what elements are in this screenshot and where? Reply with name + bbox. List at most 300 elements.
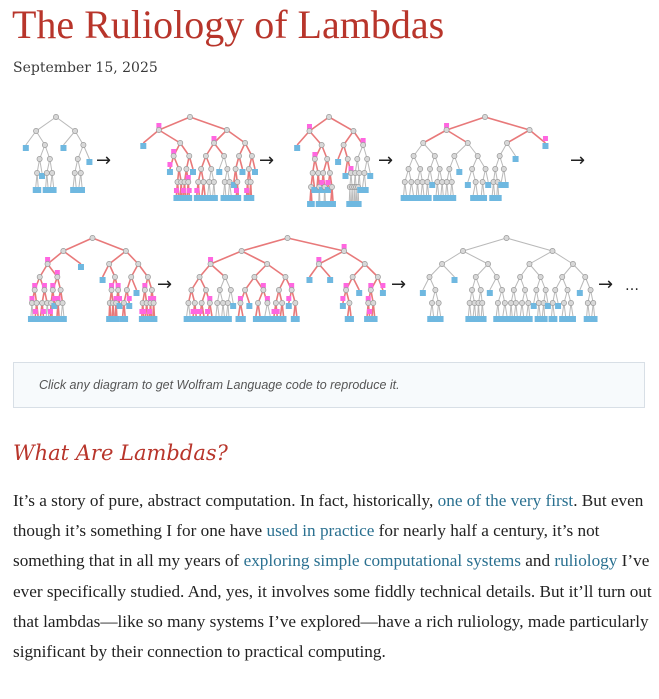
tree-node xyxy=(47,156,52,161)
leaf-node xyxy=(487,290,493,296)
tree-node xyxy=(239,248,244,253)
tree-node xyxy=(199,300,204,305)
leaf-node xyxy=(429,182,435,188)
leaf-node xyxy=(61,316,67,322)
marker-node xyxy=(198,309,203,314)
tree-edge xyxy=(552,251,572,264)
leaf-node xyxy=(570,316,576,322)
link-ruliology[interactable]: ruliology xyxy=(554,551,618,571)
leaf-node xyxy=(380,290,386,296)
marker-node xyxy=(234,188,239,193)
leaf-node xyxy=(262,316,268,322)
tree-node xyxy=(50,170,55,175)
sequence-arrows xyxy=(96,150,639,295)
arrow-glyph: → xyxy=(391,274,407,295)
leaf-node xyxy=(367,173,373,179)
tree-node xyxy=(196,179,201,184)
tree-node xyxy=(362,261,367,266)
tree-node xyxy=(203,287,208,292)
marker-node xyxy=(367,309,372,314)
tree-node xyxy=(44,170,49,175)
tree-node xyxy=(197,274,202,279)
tree-node xyxy=(81,142,86,147)
leaf-node xyxy=(235,195,241,201)
tree-node xyxy=(368,287,373,292)
tree-node xyxy=(289,287,294,292)
marker-node xyxy=(244,188,249,193)
tree-node xyxy=(473,274,478,279)
paragraph-text: I’ve ever specifically studied. And, yes, it involves some fiddly technical details. But it’ll turn out that lambdas—like so many systems I’ve explored—have a rich ruliology, made particularly significant by their connection to practical computing. xyxy=(13,551,652,662)
tree-node xyxy=(107,261,112,266)
tree-node xyxy=(207,300,212,305)
tree-node xyxy=(116,287,121,292)
tree-node xyxy=(129,274,134,279)
tree-edge xyxy=(463,251,488,264)
leaf-node xyxy=(228,195,234,201)
tree-edge xyxy=(319,251,344,264)
tree-node xyxy=(50,287,55,292)
tree-node xyxy=(199,166,204,171)
tree-node xyxy=(316,261,321,266)
tree-node xyxy=(482,114,487,119)
tree-node xyxy=(142,287,147,292)
tree-edge xyxy=(56,117,75,131)
tree-node xyxy=(220,300,225,305)
arrow-glyph: → xyxy=(259,150,275,171)
tree-node xyxy=(242,140,247,145)
tree-node xyxy=(211,140,216,145)
tree-node xyxy=(437,166,442,171)
tree-edge xyxy=(447,117,485,130)
tree-node xyxy=(236,153,241,158)
tree-node xyxy=(55,274,60,279)
tree-node xyxy=(470,166,475,171)
tree-node xyxy=(432,153,437,158)
tree-node xyxy=(121,300,126,305)
tree-edge xyxy=(309,117,329,131)
tree-node xyxy=(325,156,330,161)
leaf-node xyxy=(327,277,333,283)
tree-node xyxy=(452,153,457,158)
tree-node xyxy=(145,274,150,279)
tree-node xyxy=(321,170,326,175)
arrow-glyph: → xyxy=(378,150,394,171)
paragraph-text: and xyxy=(520,551,555,571)
tree-node xyxy=(187,153,192,158)
arrow-glyph: → xyxy=(598,274,614,295)
tree-node xyxy=(249,153,254,158)
leaf-node xyxy=(527,316,533,322)
leaf-node xyxy=(363,187,369,193)
tree-edge xyxy=(242,251,268,264)
tree-node xyxy=(248,179,253,184)
tree-node xyxy=(480,300,485,305)
marker-node xyxy=(194,188,199,193)
tree-node xyxy=(238,300,243,305)
marker-node xyxy=(117,296,122,301)
tree-node xyxy=(591,300,596,305)
tree-node xyxy=(72,128,77,133)
link-exploring-simple-computational-systems[interactable]: exploring simple computational systems xyxy=(243,551,521,571)
leaf-node xyxy=(294,145,300,151)
tree-node xyxy=(341,248,346,253)
tree-node xyxy=(75,156,80,161)
tree-node xyxy=(480,179,485,184)
tree-node xyxy=(469,287,474,292)
leaf-node xyxy=(356,290,362,296)
leaf-node xyxy=(239,169,245,175)
marker-node xyxy=(543,136,548,141)
tree-node xyxy=(176,166,181,171)
tree-edge xyxy=(36,117,56,131)
tree-node xyxy=(215,300,220,305)
tree-node xyxy=(504,140,509,145)
tree-node xyxy=(436,300,441,305)
tree-node xyxy=(136,261,141,266)
tree-node xyxy=(475,153,480,158)
tree-node xyxy=(186,300,191,305)
intro-paragraph xyxy=(13,486,653,667)
leaf-node xyxy=(35,187,41,193)
leaf-node xyxy=(452,277,458,283)
tree-node xyxy=(439,261,444,266)
leaf-node xyxy=(60,145,66,151)
tree-node xyxy=(225,166,230,171)
tree-edge xyxy=(211,251,242,264)
tree-node xyxy=(171,153,176,158)
marker-node xyxy=(205,309,210,314)
tree-node xyxy=(406,166,411,171)
tree-node xyxy=(568,300,573,305)
tree-node xyxy=(112,274,117,279)
leaf-node xyxy=(100,277,106,283)
tree-edge xyxy=(463,238,507,251)
tree-node xyxy=(522,287,527,292)
tree-node xyxy=(543,287,548,292)
tree-node xyxy=(351,128,356,133)
paragraph-text: for nearly half a century, it’s not something that in all my years of xyxy=(13,521,600,571)
tree-node xyxy=(189,287,194,292)
tree-node xyxy=(265,300,270,305)
link-used-in-practice[interactable]: used in practice xyxy=(266,521,375,541)
tree-node xyxy=(151,300,156,305)
paragraph-text: . But even though it’s something I for one have xyxy=(13,491,644,541)
tree-node xyxy=(343,287,348,292)
tree-node xyxy=(233,166,238,171)
leaf-node xyxy=(335,159,341,165)
leaf-node xyxy=(78,264,84,270)
leaf-node xyxy=(481,316,487,322)
leaf-node xyxy=(450,195,456,201)
leaf-node xyxy=(226,316,232,322)
tree-node xyxy=(221,153,226,158)
tree-edge xyxy=(159,117,190,130)
tree-node xyxy=(508,300,513,305)
tree-node xyxy=(518,274,523,279)
tree-node xyxy=(312,156,317,161)
tree-node xyxy=(347,300,352,305)
leaf-node xyxy=(592,316,598,322)
marker-node xyxy=(275,309,280,314)
tree-node xyxy=(252,274,257,279)
tree-node xyxy=(228,287,233,292)
tree-node xyxy=(433,287,438,292)
tree-node xyxy=(283,274,288,279)
tree-node xyxy=(37,156,42,161)
tree-node xyxy=(203,153,208,158)
tree-node xyxy=(242,287,247,292)
tree-edge xyxy=(63,238,92,251)
tree-node xyxy=(493,166,498,171)
tree-node xyxy=(124,287,129,292)
leaf-node xyxy=(186,195,192,201)
tree-node xyxy=(409,179,414,184)
tree-node xyxy=(375,274,380,279)
ellipsis-glyph: … xyxy=(625,278,639,294)
leaf-node xyxy=(456,169,462,175)
tree-node xyxy=(40,300,45,305)
leaf-node xyxy=(322,201,328,207)
tree-node xyxy=(502,300,507,305)
marker-node xyxy=(181,188,186,193)
tree-node xyxy=(149,287,154,292)
tree-node xyxy=(217,287,222,292)
tree-node xyxy=(495,300,500,305)
leaf-node xyxy=(372,316,378,322)
leaf-node xyxy=(286,303,292,309)
tree-node xyxy=(45,261,50,266)
tree-node xyxy=(513,300,518,305)
tree-node xyxy=(255,300,260,305)
lambda-evolution-diagram[interactable] xyxy=(0,100,659,340)
tree-node xyxy=(485,261,490,266)
tree-node xyxy=(565,287,570,292)
tree-node xyxy=(187,114,192,119)
leaf-node xyxy=(212,195,218,201)
marker-node xyxy=(141,309,146,314)
tree-node xyxy=(72,170,77,175)
marker-node xyxy=(174,188,179,193)
reproduce-code-note xyxy=(13,362,645,408)
leaf-node xyxy=(309,201,315,207)
tree-node xyxy=(447,166,452,171)
tree-node xyxy=(361,142,366,147)
leaf-node xyxy=(485,182,491,188)
tree-node xyxy=(186,179,191,184)
tree-node xyxy=(201,179,206,184)
tree-node xyxy=(273,300,278,305)
section-heading: What Are Lambdas? xyxy=(13,441,228,465)
tree-node xyxy=(553,287,558,292)
tree-edge xyxy=(507,130,530,143)
tree-edge xyxy=(242,238,288,251)
tree-node xyxy=(211,179,216,184)
tree-node xyxy=(550,300,555,305)
tree-node xyxy=(42,142,47,147)
publish-date: September 15, 2025 xyxy=(13,60,158,76)
tree-edge xyxy=(344,251,365,264)
leaf-node xyxy=(190,169,196,175)
leaf-node xyxy=(252,169,258,175)
leaf-node xyxy=(496,195,502,201)
tree-node xyxy=(418,166,423,171)
leaf-node xyxy=(503,182,509,188)
tree-node xyxy=(53,114,58,119)
tree-edge xyxy=(529,251,552,264)
tree-edge xyxy=(109,251,126,264)
tree-node xyxy=(357,170,362,175)
tree-node xyxy=(583,274,588,279)
leaf-node xyxy=(230,303,236,309)
tree-node xyxy=(501,166,506,171)
tree-node xyxy=(519,300,524,305)
marker-node xyxy=(187,188,192,193)
marker-node xyxy=(48,309,53,314)
leaf-node xyxy=(420,290,426,296)
tree-node xyxy=(435,179,440,184)
tree-node xyxy=(478,287,483,292)
tree-edge xyxy=(190,117,227,130)
tree-node xyxy=(42,287,47,292)
tree-node xyxy=(538,274,543,279)
tree-node xyxy=(585,300,590,305)
tree-node xyxy=(444,179,449,184)
marker-node xyxy=(127,296,132,301)
leaf-node xyxy=(330,201,336,207)
tree-node xyxy=(293,300,298,305)
tree-node xyxy=(261,287,266,292)
marker-node xyxy=(286,296,291,301)
tree-node xyxy=(527,261,532,266)
leaf-node xyxy=(23,145,29,151)
tree-edge xyxy=(267,264,285,277)
leaf-node xyxy=(126,303,132,309)
leaf-node xyxy=(246,303,252,309)
leaf-node xyxy=(140,143,146,149)
arrow-glyph: → xyxy=(157,274,173,295)
leaf-node xyxy=(438,316,444,322)
marker-node xyxy=(41,309,46,314)
tree-node xyxy=(225,300,230,305)
leaf-node xyxy=(294,316,300,322)
paragraph-text: It’s a story of pure, abstract computation. In fact, historically, xyxy=(13,491,438,510)
leaf-node xyxy=(248,195,254,201)
tree-node xyxy=(265,261,270,266)
tree-edge xyxy=(442,251,463,264)
leaf-node xyxy=(542,316,548,322)
tree-node xyxy=(536,300,541,305)
page-title: The Ruliology of Lambdas xyxy=(12,2,445,47)
tree-edge xyxy=(447,130,468,143)
tree-node xyxy=(208,261,213,266)
tree-node xyxy=(58,287,63,292)
tree-node xyxy=(427,166,432,171)
tree-node xyxy=(90,235,95,240)
tree-node xyxy=(371,300,376,305)
tree-node xyxy=(483,166,488,171)
tree-node xyxy=(365,156,370,161)
leaf-node xyxy=(51,187,57,193)
tree-node xyxy=(504,235,509,240)
leaf-node xyxy=(531,303,537,309)
leaf-node xyxy=(513,156,519,162)
tree-node xyxy=(527,127,532,132)
tree-node xyxy=(449,179,454,184)
leaf-node xyxy=(306,277,312,283)
tree-node xyxy=(33,128,38,133)
leaf-node xyxy=(426,195,432,201)
tree-node xyxy=(316,170,321,175)
marker-node xyxy=(325,180,330,185)
leaf-node xyxy=(340,303,346,309)
tree-node xyxy=(366,300,371,305)
arrow-glyph: → xyxy=(570,150,586,171)
tree-node xyxy=(534,287,539,292)
tree-node xyxy=(276,287,281,292)
tree-node xyxy=(350,274,355,279)
tree-node xyxy=(224,127,229,132)
tree-node xyxy=(34,170,39,175)
leaf-node xyxy=(216,169,222,175)
leaf-node xyxy=(348,316,354,322)
leaf-node xyxy=(281,316,287,322)
link-one-of-the-very-first[interactable]: one of the very first xyxy=(437,491,574,510)
tree-node xyxy=(467,300,472,305)
tree-edge xyxy=(93,238,126,251)
tree-node xyxy=(411,153,416,158)
leaf-node xyxy=(86,159,92,165)
leaf-node xyxy=(465,182,471,188)
tree-node xyxy=(355,156,360,161)
tree-node xyxy=(32,287,37,292)
tree-node xyxy=(561,300,566,305)
leaf-node xyxy=(542,143,548,149)
leaf-node xyxy=(356,201,362,207)
tree-edge xyxy=(288,238,345,251)
tree-node xyxy=(37,274,42,279)
tree-node xyxy=(420,179,425,184)
tree-node xyxy=(494,274,499,279)
tree-node xyxy=(327,170,332,175)
leaf-node xyxy=(555,303,561,309)
tree-node xyxy=(497,153,502,158)
marker-node xyxy=(147,309,152,314)
tree-node xyxy=(550,248,555,253)
marker-node xyxy=(167,162,172,167)
tree-edge xyxy=(485,117,530,130)
leaf-node xyxy=(79,187,85,193)
tree-node xyxy=(222,179,227,184)
tree-node xyxy=(329,184,334,189)
marker-node xyxy=(380,283,385,288)
tree-node xyxy=(362,170,367,175)
arrow-glyph: → xyxy=(96,150,112,171)
leaf-node xyxy=(122,316,128,322)
tree-node xyxy=(499,287,504,292)
tree-node xyxy=(61,248,66,253)
tree-node xyxy=(588,287,593,292)
tree-edge xyxy=(63,251,81,264)
tree-node xyxy=(223,274,228,279)
tree-node xyxy=(345,156,350,161)
leaf-node xyxy=(167,169,173,175)
tree-node xyxy=(427,274,432,279)
tree-node xyxy=(310,170,315,175)
tree-node xyxy=(326,114,331,119)
tree-edge xyxy=(423,130,446,143)
tree-node xyxy=(319,142,324,147)
tree-node xyxy=(415,179,420,184)
